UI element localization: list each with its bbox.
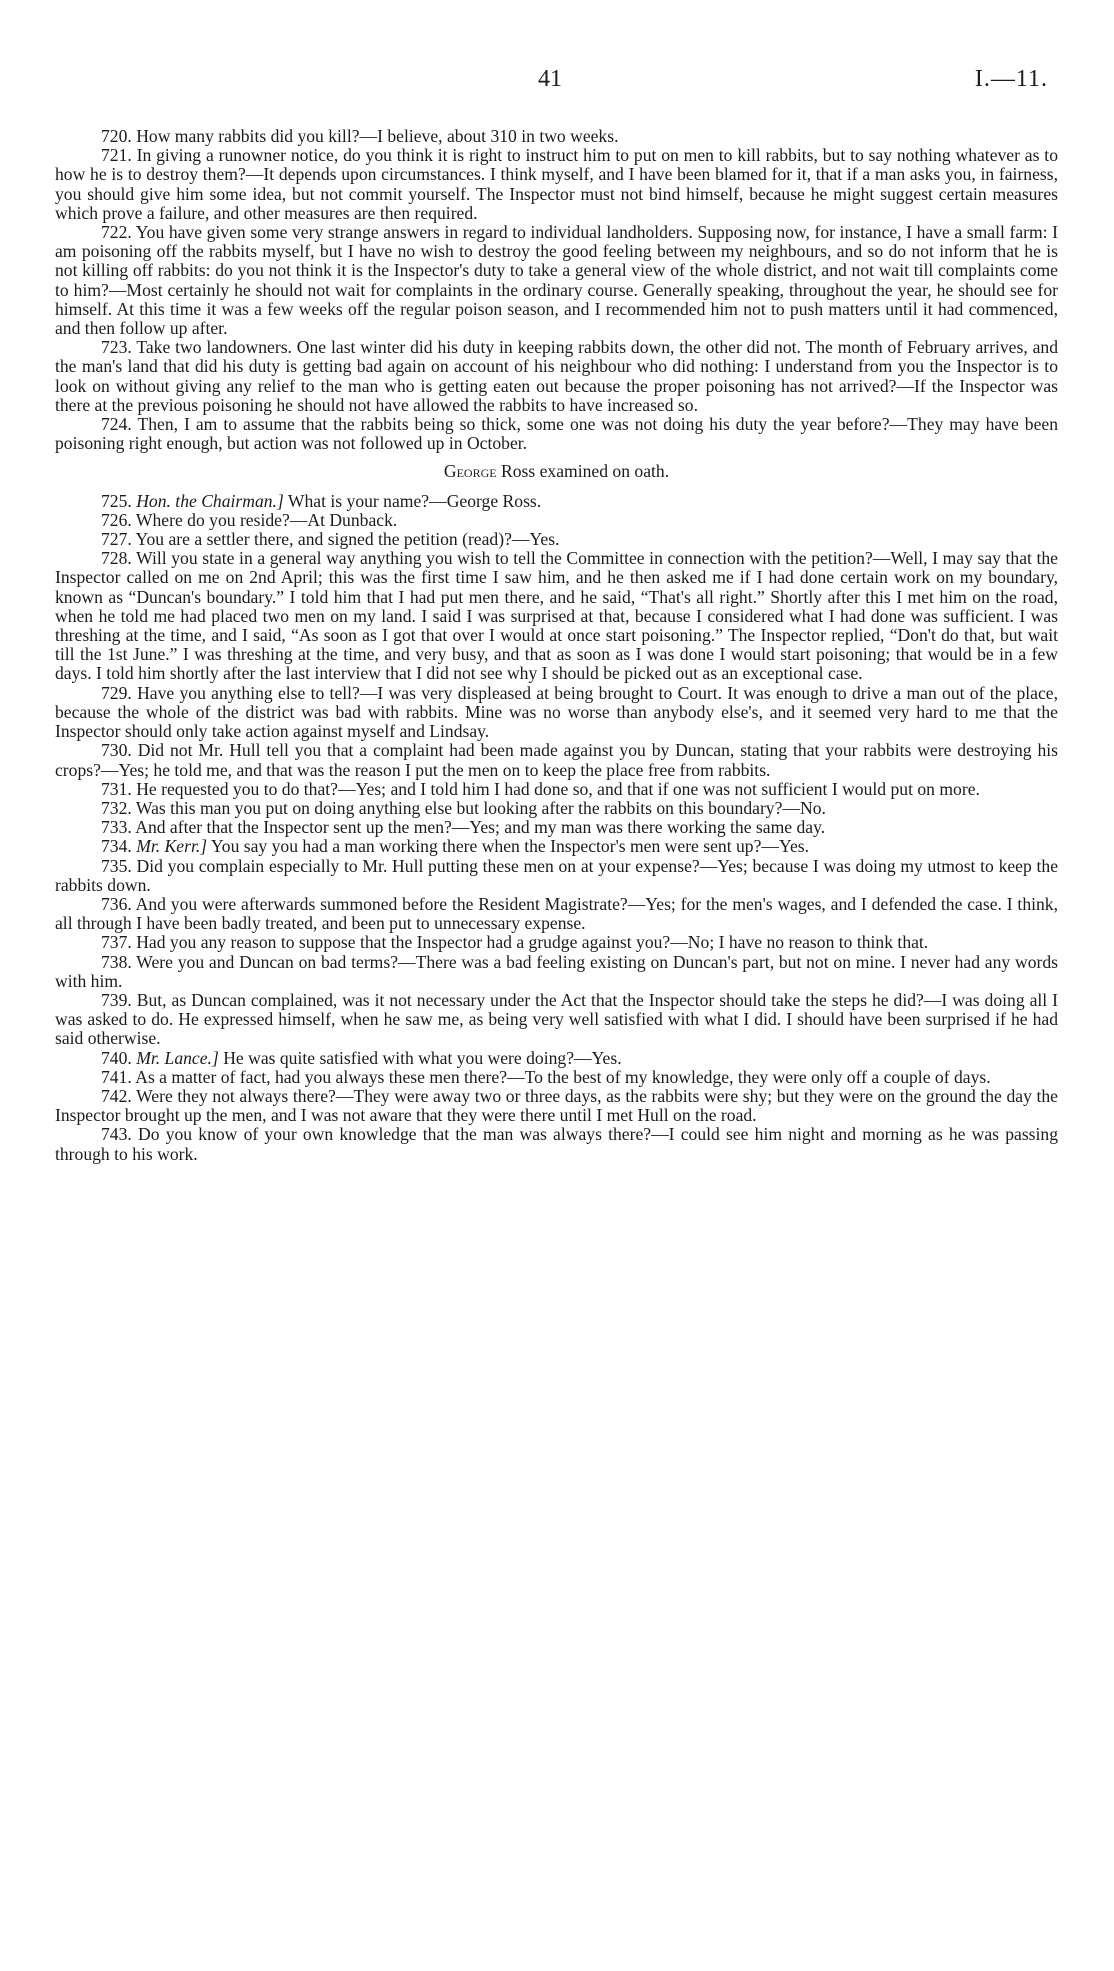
- question-number: 721.: [101, 145, 132, 166]
- paragraph-723: [55, 338, 1058, 415]
- question-number: 726.: [101, 509, 132, 530]
- question-number: 735.: [101, 855, 132, 876]
- page-number: 41: [538, 66, 562, 92]
- paragraph-text: You have given some very strange answers in regard to individual landholders. Supposing now, for instance, I have a small farm: I am poisoning off the rabbits myself, but I have no wish to destroy the good feeling between my neighbours, and so do not inform that he is not killing off rabbits: do you not think it is the Inspector's duty to take a general view of the whole district, and not wait till complaints come to him?—Most certainly he should not wait for complaints in the ordinary course. Generally speaking, throughout the year, he should see for himself. At this time it was a few weeks off the regular poison season, and I recommended him not to push matters until it had commenced, and then follow up after.: [55, 222, 1058, 339]
- paragraph-733: [55, 818, 1058, 837]
- document-code: I.—11.: [974, 66, 1048, 92]
- paragraph-724: [55, 415, 1058, 453]
- paragraph-text: And after that the Inspector sent up the men?—Yes; and my man was there working the same day.: [135, 817, 826, 838]
- question-number: 742.: [101, 1085, 132, 1106]
- paragraph-text: What is your name?—George Ross.: [287, 490, 542, 511]
- question-number: 731.: [101, 778, 132, 799]
- paragraph-text: Do you know of your own knowledge that the man was always there?—I could see him night and morning as he was passing through to his work.: [55, 1124, 1058, 1164]
- paragraph-722: [55, 223, 1058, 338]
- question-number: 727.: [101, 529, 132, 550]
- paragraph-728: [55, 549, 1058, 683]
- paragraph-738: [55, 953, 1058, 991]
- question-number: 734.: [101, 836, 132, 857]
- paragraph-text: As a matter of fact, had you always these men there?—To the best of my knowledge, they were only off a couple of days.: [135, 1066, 991, 1087]
- witness-heading: [55, 462, 1058, 481]
- paragraph-727: [55, 530, 1058, 549]
- witness-last-name: Ross: [500, 461, 536, 482]
- witness-heading-suffix: examined on oath.: [539, 461, 670, 482]
- paragraph-731: [55, 780, 1058, 799]
- paragraph-text: He was quite satisfied with what you were doing?—Yes.: [223, 1047, 622, 1068]
- paragraph-730: [55, 741, 1058, 779]
- question-number: 720.: [101, 126, 132, 146]
- question-number: 724.: [101, 414, 132, 435]
- paragraph-text: But, as Duncan complained, was it not necessary under the Act that the Inspector should take the steps he did?—I was doing all I was asked to do. He expressed himself, when he saw me, as being very well satisfied with what I did. I should have been surprised if he had said otherwise.: [55, 989, 1058, 1049]
- paragraph-732: [55, 799, 1058, 818]
- paragraph-text: Did you complain especially to Mr. Hull putting these men on at your expense?—Yes; because I was doing my utmost to keep the rabbits down.: [55, 855, 1058, 895]
- question-number: 725.: [101, 490, 132, 511]
- paragraph-text: Were they not always there?—They were away two or three days, as the rabbits were shy; but they were on the ground the day the Inspector brought up the men, and I was not aware that they were there until I met Hull on the road.: [55, 1085, 1058, 1126]
- paragraph-text: You are a settler there, and signed the petition (read)?—Yes.: [135, 529, 560, 550]
- paragraph-text: He requested you to do that?—Yes; and I told him I had done so, and that if one was not sufficient I would put on more.: [136, 778, 980, 799]
- body-text: [55, 127, 1058, 1164]
- paragraph-735: [55, 857, 1058, 895]
- question-number: 729.: [101, 682, 132, 703]
- paragraph-734: [55, 837, 1058, 856]
- speaker-label: Mr. Lance.]: [136, 1047, 219, 1068]
- paragraph-text: Will you state in a general way anything you wish to tell the Committee in connection with the petition?—Well, I may say that the Inspector called on me on 2nd April; this was the first time I saw him, and he then asked me if I had done certain work on my boundary, known as “Duncan's boundary.” I told him that I had put men there, and he said, “That's all right.” Shortly after this I met him on the road, when he told me had placed two men on my land. I said I was surprised at that, because I considered what I had done was sufficient. I was threshing at the time, and I said, “As soon as I got that over I would at once start poisoning.” The Inspector replied, “Don't do that, but wait till the 1st June.” I was threshing at the time, and very busy, and that as soon as I was done I would start poisoning; that would be in a few days. I told him shortly after the last interview that I did not see why I should be picked out as an exceptional case.: [55, 548, 1058, 684]
- question-number: 736.: [101, 893, 132, 914]
- paragraph-text: How many rabbits did you kill?—I believe, about 310 in two weeks.: [136, 126, 619, 146]
- question-number: 730.: [101, 740, 132, 761]
- speaker-label: Mr. Kerr.]: [136, 836, 208, 857]
- question-number: 743.: [101, 1124, 132, 1145]
- paragraph-text: In giving a runowner notice, do you think it is right to instruct him to put on men to kill rabbits, but to say nothing whatever as to how he is to destroy them?—It depends upon circumstances. I think myself, and I have been blamed for it, that if a man asks you, in fairness, you should give him some idea, but not commit yourself. The Inspector must not bind himself, because he might suggest certain measures which prove a failure, and other measures are then required.: [55, 145, 1058, 223]
- speaker-label: Hon. the Chairman.]: [136, 490, 284, 511]
- question-number: 728.: [101, 548, 132, 569]
- paragraph-text: Had you any reason to suppose that the Inspector had a grudge against you?—No; I have no reason to think that.: [136, 932, 929, 953]
- question-number: 740.: [101, 1047, 132, 1068]
- question-number: 741.: [101, 1066, 132, 1087]
- question-number: 722.: [101, 222, 132, 243]
- question-number: 739.: [101, 989, 132, 1010]
- paragraph-725: [55, 492, 1058, 511]
- question-number: 733.: [101, 817, 132, 838]
- paragraph-text: Then, I am to assume that the rabbits being so thick, some one was not doing his duty the year before?—They may have been poisoning right enough, but action was not followed up in October.: [55, 414, 1058, 454]
- paragraph-text: And you were afterwards summoned before the Resident Magistrate?—Yes; for the men's wages, and I defended the case. I think, all through I have been badly treated, and been put to unnecessary expense.: [55, 893, 1058, 934]
- paragraph-721: [55, 146, 1058, 223]
- question-number: 738.: [101, 951, 132, 972]
- paragraph-729: [55, 684, 1058, 742]
- paragraph-726: [55, 511, 1058, 530]
- paragraph-736: [55, 895, 1058, 933]
- paragraph-text: Was this man you put on doing anything else but looking after the rabbits on this boundary?—No.: [135, 797, 826, 818]
- witness-first-name: George: [443, 461, 497, 482]
- paragraph-text: Did not Mr. Hull tell you that a complaint had been made against you by Duncan, stating that your rabbits were destroying his crops?—Yes; he told me, and that was the reason I put the men on to keep the place free from rabbits.: [55, 740, 1058, 780]
- paragraph-text: Take two landowners. One last winter did his duty in keeping rabbits down, the other did not. The month of February arrives, and the man's land that did his duty is getting bad again on account of his neighbour who did nothing: I understand from you the Inspector is to look on without giving any relief to the man who is getting eaten out because the proper poisoning has not arrived?—If the Inspector was there at the previous poisoning he should not have allowed the rabbits to have increased so.: [55, 337, 1058, 415]
- paragraph-741: [55, 1068, 1058, 1087]
- paragraph-720: [55, 127, 1058, 146]
- question-number: 732.: [101, 797, 132, 818]
- paragraph-text: Were you and Duncan on bad terms?—There was a bad feeling existing on Duncan's part, but not on mine. I never had any words with him.: [55, 951, 1058, 991]
- paragraph-text: Where do you reside?—At Dunback.: [135, 509, 398, 530]
- question-number: 737.: [101, 932, 132, 953]
- paragraph-739: [55, 991, 1058, 1049]
- paragraph-740: [55, 1049, 1058, 1068]
- paragraph-text: Have you anything else to tell?—I was very displeased at being brought to Court. It was enough to drive a man out of the place, because the whole of the district was bad with rabbits. Mine was no worse than anybody else's, and it seemed very hard to me that the Inspector should only take action against myself and Lindsay.: [55, 682, 1058, 742]
- paragraph-737: [55, 933, 1058, 952]
- paragraph-text: You say you had a man working there when the Inspector's men were sent up?—Yes.: [210, 836, 809, 857]
- paragraph-742: [55, 1087, 1058, 1125]
- paragraph-743: [55, 1125, 1058, 1163]
- question-number: 723.: [101, 337, 132, 358]
